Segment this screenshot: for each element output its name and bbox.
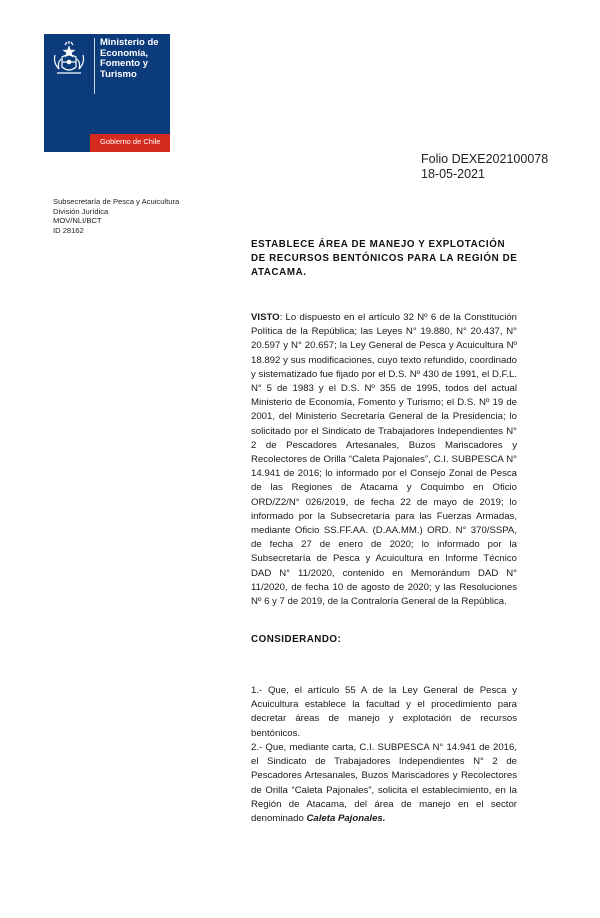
chile-coat-of-arms-icon [49, 39, 89, 79]
ministry-name [100, 38, 168, 80]
folio-block [421, 152, 548, 182]
visto-paragraph [251, 311, 517, 609]
logo-bar-blue [44, 134, 90, 152]
sender-line: División Jurídica [53, 206, 109, 216]
visto-text: : Lo dispuesto en el artículo 32 Nº 6 de la Constitución Política de la República; las Leyes N° 19.880, N° 20.437, N° 20.597 y N° 20.657; la Ley General de Pesca y Acuicultura Nº 18.892 y sus modificaciones, cuyo texto refundido, coordinado y sistematizado fue fijado por el D.S. Nº 430 de 1991, el D.F.L. N° 5 de 1983 y el D.S. Nº 355 de 1995, todos del actual Ministerio de Economía, Fomento y Turismo; el D.S. Nº 19 de 2001, del Ministerio Secretaría General de la Presidencia; lo solicitado por el Sindicato de Trabajadores Independientes N° 2 de Pescadores Artesanales, Buzos Mariscadores y Recolectores de Orilla “Caleta Pajonales”, C.I. SUBPESCA N° 14.941 de 2016; lo informado por el Consejo Zonal de Pesca de las Regiones de Atacama y Coquimbo en Oficio ORD/Z2/N° 026/2019, de fecha 22 de mayo de 2019; lo informado por la Subsecretaría para las Fuerzas Armadas, mediante Oficio SS.FF.AA. (D.AA.MM.) ORD. N° 370/SSPA, de fecha 27 de enero de 2020; lo informado por la Subsecretaría de Pesca y Acuicultura en Informe Técnico DAD N° 11/2020, contenido en Memorándum DAD N° 11/2020, de fecha 10 de agosto de 2020; y las Resoluciones Nº 6 y 7 de 2019, de la Contraloría General de la República. [251, 312, 517, 608]
resolution-title: ESTABLECE ÁREA DE MANEJO Y EXPLOTACIÓN DE RECURSOS BENTÓNICOS PARA LA REGIÓN DE ATACAMA. [251, 239, 518, 278]
sender-line: Subsecretaría de Pesca y Acuicultura [53, 197, 180, 206]
considerando-heading: CONSIDERANDO: [251, 634, 342, 645]
considerando-text: 1.- Que, el artículo 55 A de la Ley General de Pesca y Acuicultura establece la facultad y el procedimiento para decretar áreas de manejo y explotación de recursos bentónicos. [251, 685, 517, 739]
ministry-name-line: Fomento y [100, 58, 149, 69]
ministry-name-line: Economía, [100, 47, 149, 59]
ministry-name-line: Ministerio de [100, 37, 159, 48]
considerando-text: 2.- Que, mediante carta, C.I. SUBPESCA N° 14.941 de 2016, el Sindicato de Trabajadores Independientes N° 2 de Pescadores Artesanales, Buzos Mariscadores y Recolectores de Orilla “Caleta Pajonales”, solicita el establecimiento, en la Región de Atacama, del área de manejo en el sector denominado [251, 742, 517, 825]
considerando-item [251, 741, 517, 826]
sender-line: ID 28162 [53, 225, 84, 235]
folio-number: Folio DEXE202100078 [421, 152, 549, 166]
sender-line: MOV/NLI/BCT [53, 216, 102, 226]
visto-label: VISTO [251, 312, 280, 323]
sector-name-period: . [382, 813, 386, 825]
sector-name: Caleta Pajonales [306, 813, 383, 825]
sender-block [53, 197, 179, 235]
government-label: Gobierno de Chile [100, 137, 161, 146]
ministry-logo [44, 34, 170, 152]
folio-date: 18-05-2021 [421, 167, 485, 181]
ministry-name-line: Turismo [100, 68, 137, 80]
logo-separator [94, 38, 95, 94]
considerando-item [251, 684, 517, 741]
